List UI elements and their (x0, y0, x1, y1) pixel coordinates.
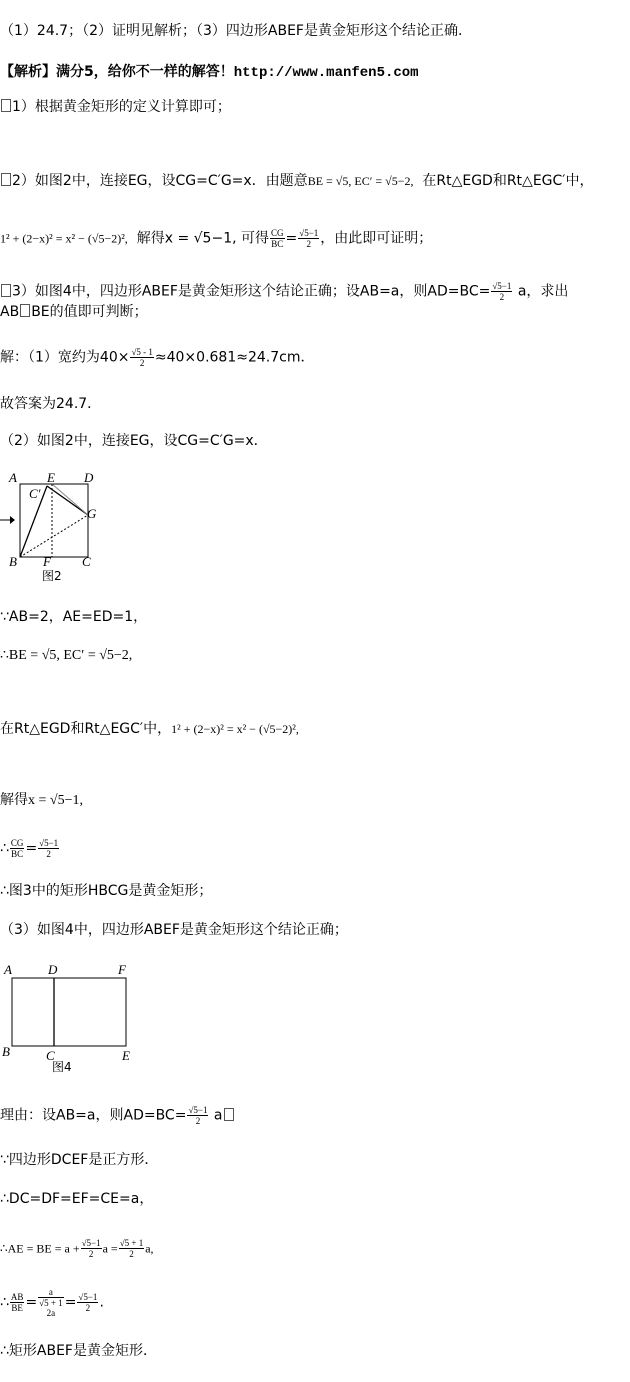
hint-2-eq: 1² + (2−x)² = x² − (√5−2)², (0, 231, 128, 246)
missing-glyph-box (1, 173, 11, 186)
svg-text:E: E (122, 1048, 130, 1063)
missing-glyph-box (1, 284, 11, 297)
hint-2-can: 可得 (241, 230, 270, 247)
svg-text:C′: C′ (29, 486, 41, 501)
answer-summary: （1）24.7；（2）证明见解析；（3）四边形ABEF是黄金矩形这个结论正确. (0, 23, 463, 39)
fraction-golden: $\frac{√5-1}{2}$ (299, 228, 319, 249)
since-1: ∵AB=2，AE=ED=1， (0, 609, 148, 625)
figure-4 (0, 960, 140, 1075)
svg-text:图4: 图4 (52, 1060, 72, 1074)
svg-text:A: A (9, 470, 17, 485)
fraction-golden: $\frac{√5-1}{2}$ (39, 838, 59, 859)
fraction-ab-be: $\frac{AB}{BE}$ (10, 1292, 24, 1313)
fraction-golden: $\frac{√5-1}{2}$ (188, 1105, 208, 1126)
hint-2 (0, 172, 593, 190)
hint-3 (0, 281, 568, 302)
so-4: ∴DC=DF=EF=CE=a， (0, 1191, 154, 1207)
header-label: 【解析】满分5，给你不一样的解答！ (0, 64, 234, 80)
hint-2-equation: 1² + (2−x)² = x² − (√5−2)², 解得x = √5−1, 可得 $\frac{CG}{BC}$ = $\frac{√5-1}{2}$ ，由此即可证明； (0, 228, 433, 249)
fraction-cg-bc: $\frac{CG}{BC}$ (10, 838, 24, 859)
part-3-heading: （3）如图4中，四边形ABEF是黄金矩形这个结论正确； (0, 922, 348, 938)
missing-glyph-box (1, 99, 11, 112)
hint-3-text: 3）如图4中，四边形ABEF是黄金矩形这个结论正确；设AB=a，则AD=BC= (12, 283, 491, 300)
figure-2 (0, 468, 110, 586)
svg-text:C: C (46, 1048, 55, 1063)
svg-text:E: E (47, 470, 55, 485)
final-conclusion: ∴矩形ABEF是黄金矩形． (0, 1343, 157, 1359)
svg-text:F: F (43, 554, 51, 569)
fraction-golden: $\frac{√5-1}{2}$ (78, 1292, 98, 1313)
analysis-header (0, 63, 419, 82)
hint-2-solve: 解得x = √5−1, (136, 230, 237, 247)
reason: 理由：设AB=a，则AD=BC= $\frac{√5-1}{2}$ a (0, 1105, 235, 1126)
fraction-a-over: a √5 + 1 2a (39, 1287, 63, 1318)
fraction-golden: $\frac{√5-1}{2}$ (492, 281, 512, 302)
svg-text:D: D (48, 962, 58, 977)
so-3: ∴图3中的矩形HBCG是黄金矩形； (0, 883, 213, 899)
since-2: ∵四边形DCEF是正方形． (0, 1152, 159, 1168)
so-1: ∴BE = √5, EC′ = √5−2, (0, 648, 133, 663)
missing-glyph-box (20, 304, 30, 317)
fraction-golden: $\frac{√5-1}{2}$ (81, 1238, 101, 1259)
hint-1-text: 1）根据黄金矩形的定义计算即可； (12, 99, 231, 115)
hint-2-text: 2）如图2中，连接EG，设CG=C′G=x．由题意 (12, 173, 308, 189)
ae-be: ∴AE = BE = a + $\frac{√5-1}{2}$ a = $\frac{√5 + 1}{2}$ a, (0, 1238, 154, 1259)
svg-text:图2: 图2 (42, 569, 62, 583)
ab-over-be: ∴ $\frac{AB}{BE}$ = a √5 + 1 2a = $\frac{√5-1}{2}$ . (0, 1287, 104, 1318)
svg-text:G: G (87, 506, 97, 521)
svg-text:B: B (2, 1044, 10, 1059)
part-2-heading: （2）如图2中，连接EG，设CG=C′G=x． (0, 433, 268, 449)
header-url: http://www.manfen5.com (233, 65, 419, 81)
answer-line: 故答案为24.7． (0, 396, 102, 412)
hint-2-end: ，由此即可证明； (320, 230, 433, 247)
fraction-cg-bc: $\frac{CG}{BC}$ (271, 228, 284, 249)
svg-text:D: D (84, 470, 94, 485)
svg-text:A: A (4, 962, 12, 977)
svg-text:F: F (118, 962, 126, 977)
solution-1: 解：（1）宽约为40× $\frac{√5 - 1}{2}$ ≈40×0.681≈24.7cm． (0, 347, 315, 368)
solved-x: 解得x = √5−1, (0, 793, 83, 808)
rt-triangles: 在Rt△EGD和Rt△EGC′中，1² + (2−x)² = x² − (√5−2)², (0, 721, 299, 737)
ratio-cg-bc: ∴ $\frac{CG}{BC}$ = $\frac{√5-1}{2}$ (0, 838, 59, 859)
missing-glyph-box (224, 1108, 234, 1121)
fraction-golden: $\frac{√5 - 1}{2}$ (131, 347, 153, 368)
hint-2-expr: BE = √5, EC′ = √5−2, (307, 174, 414, 188)
svg-text:B: B (9, 554, 17, 569)
hint-3-text-b: a，求出 (517, 283, 569, 300)
hint-3-line2: AB BE的值即可判断； (0, 304, 148, 320)
svg-text:C: C (82, 554, 91, 569)
fraction-golden-plus: $\frac{√5 + 1}{2}$ (119, 1238, 144, 1259)
hint-1 (0, 98, 231, 116)
hint-2-text-b: 在Rt△EGD和Rt△EGC′中， (422, 173, 594, 189)
